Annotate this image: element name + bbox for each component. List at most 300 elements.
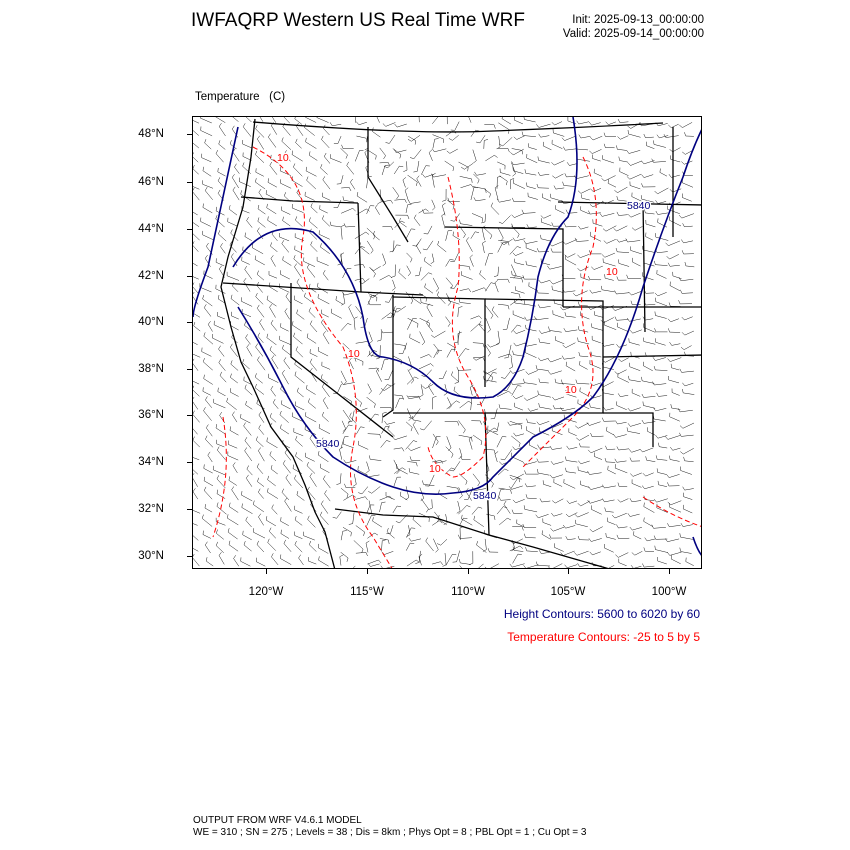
wind-barb [632,227,642,231]
wind-barb [602,389,614,395]
wind-barb [680,369,694,373]
wind-barb [580,481,589,488]
wind-barb [618,119,628,123]
wind-barb [652,382,666,386]
wind-barb [563,147,577,151]
wind-barb [484,228,492,239]
wind-barb [193,421,198,434]
wind-barb [419,513,430,522]
wind-barb [667,254,679,259]
wind-barb [442,213,445,228]
wind-barb [590,552,601,555]
wind-barb [201,127,212,136]
wind-barb [214,399,226,408]
wind-barb [304,532,315,540]
wind-barb [259,412,264,423]
wind-barb [256,293,263,304]
wind-barb [410,150,421,159]
wind-barb [321,164,328,174]
wind-barb [318,294,329,304]
wind-barb [614,226,628,231]
wind-barb [280,555,291,565]
wind-barb [594,311,603,317]
wind-barb [318,451,328,462]
wind-barb [632,258,640,266]
wind-barb [377,331,382,341]
wind-barb [616,145,626,150]
wind-barb [654,261,667,266]
wind-barb [330,122,341,125]
wind-barb [682,383,693,386]
wind-barb [501,371,510,378]
wind-barb [499,488,512,494]
wind-barb [382,540,387,551]
wind-barb [243,123,251,136]
lon-label-120w: 120°W [248,586,284,598]
wind-barb [537,184,549,188]
footer-config-line: WE = 310 ; SN = 275 ; Levels = 38 ; Dis = 8km ; Phys Opt = 8 ; PBL Opt = 1 ; Cu Opt = 3 [193,827,587,838]
wind-barb [523,462,537,465]
wind-barb [492,307,498,318]
wind-barb [548,358,562,362]
wind-barb [525,169,536,175]
wind-barb [564,479,575,488]
wind-barb [641,161,654,164]
wind-barb [206,557,213,566]
wind-barb [447,117,451,124]
wind-barb [680,448,694,454]
wind-barb [205,396,211,407]
lat-tick [187,229,192,230]
wind-barb [590,232,601,241]
wind-barb [306,385,315,395]
wind-barb [460,220,473,226]
wind-barb [474,516,484,527]
wind-barb [578,267,589,271]
wind-barb [232,412,237,423]
wind-barb [380,496,393,500]
wind-barb [193,228,200,240]
wind-barb [297,279,303,292]
lat-tick [187,369,192,370]
wind-barb [588,486,603,489]
wind-barb [460,265,470,270]
wind-barb [496,331,499,345]
wind-barb [193,271,199,280]
wind-barb [551,161,564,166]
wind-barb [513,554,522,563]
wind-barb [204,304,211,316]
wind-barb [284,357,290,369]
wind-barb [671,404,681,409]
wind-barb [471,316,482,319]
wind-barb [233,149,239,162]
wind-barb [475,172,486,175]
wind-barb [461,185,474,188]
wind-barb [394,468,405,474]
wind-barb [205,542,210,553]
lon-tick [266,569,267,574]
wind-barb [421,499,428,513]
wind-barb [512,161,525,164]
lat-label-46: 46°N [138,176,164,188]
wind-barb [472,213,482,221]
wind-barb [627,275,641,279]
wind-barb [356,526,365,536]
wind-barb [194,322,201,331]
wind-barb [497,507,507,514]
wind-barb [271,242,278,251]
wind-barb [409,538,421,541]
wind-barb [652,525,666,529]
wind-barb [642,377,655,384]
wind-barb [604,321,616,330]
wind-barb [512,527,523,531]
wind-barb [630,182,640,189]
wind-barb [322,136,330,148]
wind-barb [380,502,386,512]
wind-barb [680,467,692,475]
wind-barb [341,323,351,330]
wind-barb [501,239,513,245]
wind-barb [643,362,653,371]
wind-barb [565,457,577,463]
wind-barb [193,165,199,174]
wind-barb [646,220,656,227]
wind-barb [682,389,694,395]
wind-barb [592,323,604,330]
wind-barb [630,363,641,371]
wind-barb [355,151,363,162]
wind-barb [215,117,225,123]
wind-barb [573,291,588,296]
wind-barb [322,193,330,201]
wind-barb [295,372,305,384]
wind-barb [671,364,679,370]
wind-barb [528,193,538,200]
wind-barb [392,436,407,440]
wind-barb [536,562,550,566]
wind-barb [406,486,409,500]
wind-barb [330,154,341,162]
wind-barb [603,258,616,266]
wind-barb [491,409,498,419]
wind-barb [538,445,551,449]
wind-barb [217,447,225,460]
wind-barb [527,224,537,228]
wind-barb [208,452,213,462]
wind-barb [281,323,289,331]
wind-barb [446,554,456,565]
wind-barb [239,178,251,187]
wind-barb [453,551,460,563]
wind-barb [358,441,368,450]
wind-barb [470,255,474,267]
wind-barb [539,379,549,384]
wind-barb [357,192,367,202]
wind-barb [227,514,238,525]
wind-barb [323,270,328,280]
wind-barb [602,485,616,488]
wind-barb [629,449,640,452]
wind-barb [368,563,380,566]
wind-barb [231,312,239,319]
wind-barb [258,218,266,228]
wind-barb [256,437,263,447]
wind-barb [437,539,447,545]
wind-barb [310,473,317,487]
wind-barb [325,490,331,501]
wind-barb [408,447,420,451]
wind-barb [591,433,604,437]
wind-barb [280,336,291,345]
wind-barb [310,359,317,371]
wind-barb [193,257,198,266]
wind-barb [451,122,459,131]
wind-barb [253,501,264,512]
wind-barb [655,312,667,319]
wind-barb [655,328,668,332]
wind-barb [680,290,693,294]
wind-barb [617,535,629,539]
wind-barb [552,397,564,400]
wind-barb [292,204,303,213]
wind-barb [432,173,435,187]
wind-barb [204,375,213,385]
wind-barb [219,123,225,136]
wa-or-border [241,197,358,203]
height-label-3: 5840 [473,490,497,502]
wind-barb [217,475,225,488]
wind-barb [681,346,692,350]
wind-barb [414,215,420,226]
wind-barb [385,369,394,379]
wind-barb [644,518,653,527]
wind-barb [590,290,602,293]
wind-barb [380,385,392,395]
wind-barb [318,347,328,356]
wind-barb [682,194,691,202]
wind-barb [247,217,253,228]
wind-barb [511,265,516,279]
temperature-contour-legend: Temperature Contours: -25 to 5 by 5 [507,630,700,644]
wind-barb [381,329,393,333]
wind-barb [417,176,422,187]
wind-barb [319,424,330,434]
wind-barb [473,174,479,183]
wind-barb [567,446,578,449]
wind-barb [309,151,317,160]
wind-barb [269,528,276,539]
wind-barb [604,544,613,552]
wind-barb [422,210,433,214]
wind-barb [578,563,589,566]
wind-barb [216,530,224,540]
wind-barb [305,412,316,422]
wind-barb [646,456,656,461]
wind-barb [308,398,316,408]
footer-model-line: OUTPUT FROM WRF V4.6.1 MODEL [193,815,362,826]
wind-barb [309,308,315,318]
wind-barb [578,536,589,540]
lat-tick [187,415,192,416]
wind-barb [578,466,588,472]
wind-barb [514,433,525,436]
lon-label-100w: 100°W [651,586,687,598]
wind-barb [333,384,341,393]
wind-barb [630,246,642,254]
wind-barb [281,530,289,539]
wind-barb [295,246,304,255]
wind-barb [679,300,693,304]
wind-barb [554,186,564,190]
wind-barb [605,458,615,462]
wind-barb [219,552,224,564]
wind-barb [630,458,640,462]
wind-barb [619,559,627,566]
wind-barb [268,178,277,187]
wind-barb [605,508,614,513]
lat-tick [187,276,192,277]
wind-barb [471,421,481,425]
wind-barb [244,423,252,436]
wind-barb [578,501,590,506]
wind-barb [485,564,499,569]
wind-barb [514,136,525,140]
wind-barb [647,427,655,435]
wind-barb [231,360,238,370]
wind-barb [203,180,213,188]
wind-barb [358,487,368,494]
wind-barb [393,506,401,513]
wind-barb [563,182,576,187]
wind-barb [670,447,680,450]
wind-barb [252,244,263,254]
wind-barb [553,405,564,409]
wind-barb [460,176,473,183]
wind-barb [549,534,562,538]
wind-barb [512,271,524,278]
wind-barb [193,138,199,148]
wind-barb [513,252,523,255]
wind-barb [484,189,490,198]
wind-barb [658,443,667,448]
wind-barb [679,277,693,281]
wind-barb [575,423,588,428]
wind-barb [617,277,627,281]
wind-barb [644,290,654,294]
wind-barb [447,486,459,492]
wind-barb [422,384,433,388]
wind-barb [539,338,550,343]
wind-barb [229,205,237,215]
wind-barb [391,265,395,278]
wind-barb [684,132,694,136]
wind-barb [323,331,329,344]
wind-barb [229,541,238,551]
wind-barb [407,409,411,421]
wind-barb [321,319,328,332]
wind-barb [548,564,562,569]
wind-barb [282,207,291,215]
wind-barb [420,318,430,327]
wind-barb [628,423,641,426]
wind-barb [526,370,538,374]
wind-barb [451,213,460,221]
wind-barb [575,513,589,518]
wind-barb [408,356,412,370]
wind-barb [667,523,680,527]
wind-barb [608,179,616,187]
wind-barb [455,370,459,384]
wind-barb [392,280,395,291]
wind-barb [567,162,577,165]
wind-barb [551,513,562,516]
wind-barb [323,476,330,489]
wind-barb [294,428,303,436]
wind-barb [580,388,589,397]
wind-barb [381,566,395,569]
wind-barb [543,480,551,486]
wind-barb [473,343,484,348]
wind-barb [682,179,693,188]
wind-barb [513,238,525,241]
wind-barb [245,385,252,395]
wind-barb [578,189,590,194]
wind-barb [524,565,539,569]
wind-barb [534,316,548,320]
wind-barb [600,213,615,216]
wind-barb [282,240,289,252]
wind-barb [679,214,694,219]
wind-barb [246,401,253,409]
wind-barb [433,139,439,149]
wind-barb [323,397,328,409]
wind-barb [407,318,417,329]
wind-barb [271,553,278,565]
wind-barb [234,555,239,566]
wind-barb [511,292,520,298]
wind-barb [292,176,303,186]
wind-barb [255,373,263,383]
wind-barb [445,317,450,327]
wind-barb [458,505,470,514]
wind-barb [395,215,409,219]
wind-barb [406,543,414,551]
wind-barb [461,271,472,279]
wind-barb [615,421,626,424]
wind-barb [592,336,601,343]
wind-barb [564,328,578,332]
wind-barb [420,421,432,430]
wind-barb [373,231,379,240]
wind-barb [293,164,302,177]
wind-barb [295,516,302,525]
wind-barb [356,427,364,434]
wind-barb [537,421,549,425]
wind-barb [654,366,667,371]
wind-barb [578,338,590,345]
wind-barb [322,215,330,226]
wind-barb [193,117,199,123]
lat-tick [187,556,192,557]
wind-barb [612,513,627,518]
wind-barb [415,551,420,564]
wind-barb [285,498,292,512]
wind-barb [460,289,471,292]
wind-barb [453,232,460,240]
wind-barb [380,148,386,159]
